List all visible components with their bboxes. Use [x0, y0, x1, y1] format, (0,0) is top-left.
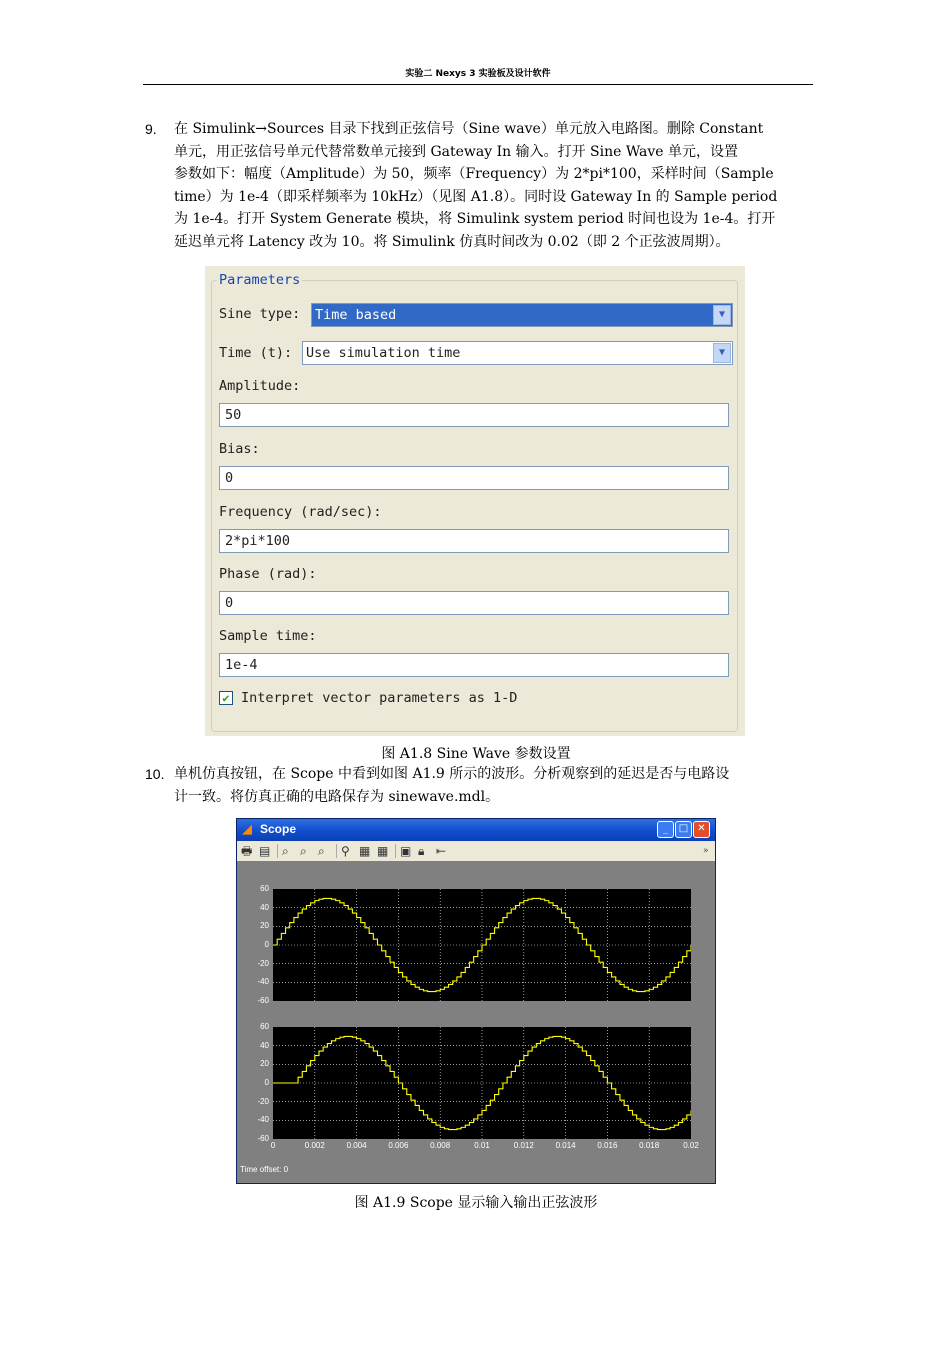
item9-line: time）为 1e-4（即采样频率为 10kHz）（见图 A1.8）。同时设 Gateway In 的 Sample period — [174, 188, 778, 205]
lock-icon[interactable]: 🔒︎ — [418, 844, 425, 858]
instruction-item-9 — [145, 118, 813, 253]
scope-plot-input — [273, 889, 691, 1001]
item-number: 9. — [145, 121, 157, 137]
y-tick-label: 0 — [264, 940, 269, 949]
time-select[interactable] — [302, 341, 733, 365]
y-tick-label: 20 — [260, 1059, 269, 1069]
phase-input[interactable]: 0 — [219, 591, 729, 615]
sine-wave-parameters-panel — [205, 266, 745, 736]
x-tick-label: 0.018 — [639, 1141, 660, 1150]
save-axes-icon[interactable]: ▦ — [359, 844, 371, 858]
y-tick-label: -60 — [257, 996, 269, 1005]
toolbar-overflow-icon[interactable]: » — [703, 846, 709, 856]
x-tick-label: 0.012 — [513, 1141, 534, 1150]
time-offset-label: Time offset: 0 — [240, 1165, 289, 1174]
y-tick-label: 0 — [264, 1078, 269, 1087]
item9-line: 延迟单元将 Latency 改为 10。将 Simulink 仿真时间改为 0.02（即 2 个正弦波周期）。 — [174, 233, 730, 250]
parameters-icon[interactable]: ▤ — [259, 844, 271, 858]
y-tick-label: 40 — [260, 902, 269, 912]
scope-window — [236, 818, 716, 1184]
x-tick-label: 0.016 — [597, 1141, 618, 1150]
item10-line: 计一致。将仿真正确的电路保存为 sinewave.mdl。 — [174, 788, 500, 805]
restore-axes-icon[interactable]: ▦ — [377, 844, 389, 858]
figure-caption-a1-8: 图 A1.8 Sine Wave 参数设置 — [381, 746, 571, 762]
amplitude-label: Amplitude: — [219, 378, 301, 394]
y-tick-label: 60 — [260, 1022, 269, 1031]
y-tick-label: -40 — [257, 977, 269, 987]
page-header: 实验二 Nexys 3 实验板及设计软件 — [405, 69, 551, 79]
x-tick-label: 0.002 — [304, 1141, 325, 1150]
y-tick-label: 60 — [260, 884, 269, 893]
zoom-icon[interactable]: ⌕ — [282, 844, 289, 858]
parameters-legend: Parameters — [219, 272, 301, 288]
item9-line: 参数如下：幅度（Amplitude）为 50，频率（Frequency）为 2*pi*100，采样时间（Sample — [174, 166, 774, 182]
zoom-x-icon[interactable]: ⌕ — [300, 844, 307, 858]
x-tick-label: 0.004 — [346, 1141, 367, 1150]
autoscale-icon[interactable]: ⚲ — [341, 844, 350, 858]
matlab-icon: ◢ — [242, 822, 252, 837]
sine-type-value: Time based — [315, 307, 397, 323]
y-tick-label: -20 — [257, 958, 269, 968]
y-tick-label: -20 — [257, 1096, 269, 1106]
time-value: Use simulation time — [306, 345, 461, 361]
print-icon[interactable]: 🖶 — [241, 844, 253, 858]
bias-label: Bias: — [219, 441, 260, 457]
floating-scope-icon[interactable]: ▣ — [400, 844, 412, 858]
sine-type-select[interactable] — [311, 303, 733, 327]
sample-time-input[interactable]: 1e-4 — [219, 653, 729, 677]
frequency-input[interactable]: 2*pi*100 — [219, 529, 729, 553]
item9-line: 为 1e-4。打开 System Generate 模块，将 Simulink system period 时间也设为 1e-4。打开 — [174, 211, 776, 227]
y-tick-label: 40 — [260, 1040, 269, 1050]
y-tick-label: 20 — [260, 921, 269, 931]
sine-series-line — [273, 898, 691, 991]
sine-type-label: Sine type: — [219, 306, 301, 322]
item10-line: 单机仿真按钮，在 Scope 中看到如图 A1.9 所示的波形。分析观察到的延迟是否与电路设 — [174, 766, 730, 782]
item9-line: 在 Simulink→Sources 目录下找到正弦信号（Sine wave）单元放入电路图。删除 Constant — [174, 121, 764, 137]
interpret-vector-checkbox[interactable]: ✔ — [219, 691, 233, 705]
sine-series-line — [273, 1036, 691, 1129]
x-tick-label: 0 — [270, 1141, 276, 1150]
x-tick-label: 0.006 — [388, 1141, 409, 1150]
y-tick-label: -40 — [257, 1115, 269, 1125]
minimize-icon[interactable]: _ — [657, 821, 674, 838]
x-tick-label: 0.02 — [683, 1141, 699, 1150]
maximize-icon[interactable]: □ — [675, 821, 692, 838]
scope-toolbar — [237, 841, 715, 861]
item-number: 10. — [145, 766, 165, 782]
instruction-item-10 — [145, 763, 813, 808]
interpret-vector-label: Interpret vector parameters as 1-D — [241, 690, 518, 706]
chevron-down-icon[interactable]: ▼ — [713, 343, 731, 363]
chevron-down-icon[interactable]: ▼ — [713, 305, 731, 325]
phase-label: Phase (rad): — [219, 566, 317, 582]
y-tick-label: -60 — [257, 1134, 269, 1143]
x-tick-label: 0.014 — [555, 1141, 576, 1150]
bias-input[interactable]: 0 — [219, 466, 729, 490]
x-tick-label: 0.01 — [474, 1141, 490, 1150]
sample-time-label: Sample time: — [219, 628, 317, 644]
scope-title: Scope — [260, 822, 297, 836]
x-tick-label: 0.008 — [430, 1141, 451, 1150]
scope-titlebar[interactable] — [237, 819, 715, 841]
figure-caption-a1-9: 图 A1.9 Scope 显示输入输出正弦波形 — [354, 1195, 598, 1211]
amplitude-input[interactable]: 50 — [219, 403, 729, 427]
scope-plot-output — [273, 1027, 691, 1139]
zoom-y-icon[interactable]: ⌕ — [318, 844, 325, 858]
close-icon[interactable]: ✕ — [693, 821, 710, 838]
item9-line: 单元，用正弦信号单元代替常数单元接到 Gateway In 输入。打开 Sine Wave 单元，设置 — [174, 143, 739, 160]
frequency-label: Frequency (rad/sec): — [219, 504, 382, 520]
time-label: Time (t): — [219, 345, 293, 361]
header-divider — [143, 84, 813, 85]
signal-selection-icon[interactable]: ⇤ — [436, 844, 447, 858]
